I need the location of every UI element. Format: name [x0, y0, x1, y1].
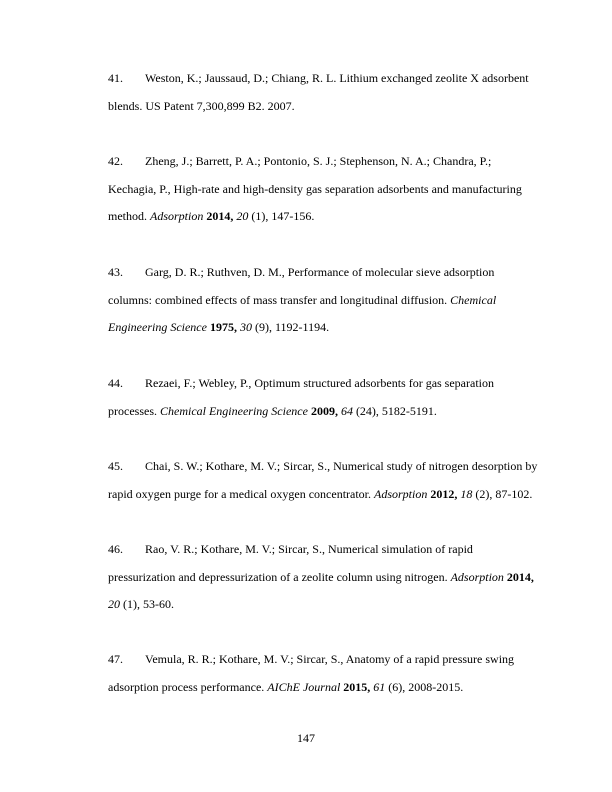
reference-text: Garg, D. R.; Ruthven, D. M., Performance of molecular sieve adsorption: [145, 265, 495, 279]
reference-text: (6), 2008-2015.: [385, 680, 464, 694]
reference-line: [145, 71, 529, 85]
italic-text: Adsorption: [450, 570, 504, 584]
reference-text: (1), 147-156.: [248, 209, 315, 223]
reference-text: Vemula, R. R.; Kothare, M. V.; Sircar, S., Anatomy of a rapid pressure swing: [145, 652, 515, 666]
reference-text: Chai, S. W.; Kothare, M. V.; Sircar, S., Numerical study of nitrogen desorption by: [145, 459, 538, 473]
bold-text: 2014,: [506, 570, 534, 584]
reference-number: 46.: [108, 542, 123, 556]
reference-text: (2), 87-102.: [472, 487, 533, 501]
italic-text: 20: [108, 597, 120, 611]
reference-line: [108, 293, 496, 307]
reference-text: Rao, V. R.; Kothare, M. V.; Sircar, S., Numerical simulation of rapid: [145, 542, 473, 556]
reference-line: [108, 99, 295, 113]
reference-line: [145, 376, 494, 390]
italic-text: AIChE Journal: [267, 680, 341, 694]
reference-text: Weston, K.; Jaussaud, D.; Chiang, R. L. Lithium exchanged zeolite X adsorbent: [145, 71, 529, 85]
italic-text: Chemical Engineering Science: [159, 404, 308, 418]
reference-number: 43.: [108, 265, 123, 279]
reference-number: 41.: [108, 71, 123, 85]
italic-text: Adsorption: [150, 209, 204, 223]
bold-text: 2014,: [206, 209, 234, 223]
reference-text: Rezaei, F.; Webley, P., Optimum structured adsorbents for gas separation: [145, 376, 494, 390]
reference-text: Kechagia, P., High-rate and high-density gas separation adsorbents and manufacturing: [108, 182, 522, 196]
reference-text: rapid oxygen purge for a medical oxygen concentrator.: [108, 487, 375, 501]
italic-text: 30: [239, 320, 252, 334]
bold-text: 1975,: [209, 320, 237, 334]
reference-number: 42.: [108, 154, 123, 168]
reference-text: method.: [108, 209, 150, 223]
italic-text: 61: [373, 680, 386, 694]
reference-line: [145, 459, 537, 473]
reference-line: [145, 652, 514, 666]
reference-number: 45.: [108, 459, 123, 473]
bold-text: 2012,: [430, 487, 458, 501]
reference-text: adsorption process performance.: [108, 680, 268, 694]
reference-text: pressurization and depressurization of a zeolite column using nitrogen.: [108, 570, 451, 584]
reference-text: processes.: [108, 404, 160, 418]
reference-text: (24), 5182-5191.: [352, 404, 437, 418]
reference-text: (1), 53-60.: [120, 597, 174, 611]
reference-number: 44.: [108, 376, 123, 390]
reference-text: blends. US Patent 7,300,899 B2. 2007.: [108, 99, 295, 113]
reference-line: [108, 182, 522, 196]
italic-text: 64: [340, 404, 353, 418]
reference-text: (9), 1192-1194.: [251, 320, 330, 334]
italic-text: Chemical: [450, 293, 497, 307]
italic-text: Adsorption: [374, 487, 428, 501]
bold-text: 2015,: [343, 680, 371, 694]
reference-line: [145, 154, 491, 168]
reference-line: [145, 542, 473, 556]
reference-number: 47.: [108, 652, 123, 666]
italic-text: 18: [460, 487, 473, 501]
reference-line: [108, 320, 329, 334]
reference-line: [108, 209, 314, 223]
reference-line: [108, 570, 534, 584]
reference-line: [108, 680, 463, 694]
reference-line: [145, 265, 494, 279]
page-number: 147: [297, 731, 315, 745]
reference-line: [108, 597, 174, 611]
reference-line: [108, 487, 532, 501]
reference-line: [108, 404, 437, 418]
bold-text: 2009,: [310, 404, 338, 418]
italic-text: Engineering Science: [108, 320, 207, 334]
reference-text: Zheng, J.; Barrett, P. A.; Pontonio, S. J.; Stephenson, N. A.; Chandra, P.;: [145, 154, 492, 168]
italic-text: 20: [236, 209, 249, 223]
reference-text: columns: combined effects of mass transfer and longitudinal diffusion.: [108, 293, 451, 307]
